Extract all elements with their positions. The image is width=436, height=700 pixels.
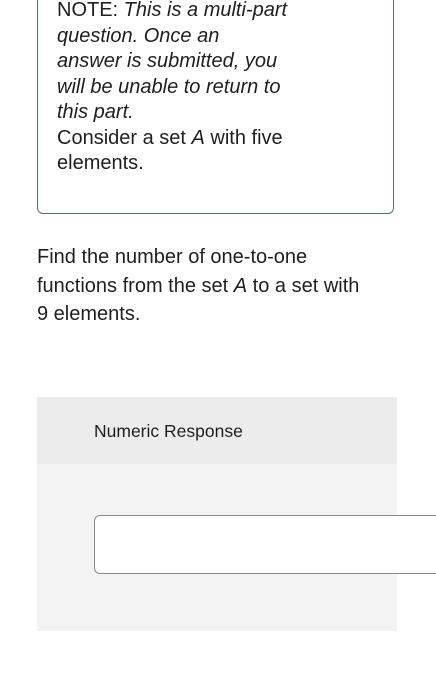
note-text: [57, 0, 387, 177]
set-variable: A: [191, 126, 205, 149]
question-line-3: 9 elements.: [37, 303, 141, 325]
note-line-3: answer is submitted, you: [57, 50, 278, 72]
question-set-variable: A: [233, 274, 248, 297]
note-line-2: question. Once an: [57, 24, 220, 47]
response-header: [37, 397, 397, 464]
set-sentence-line-1: [57, 126, 387, 152]
note-line-5: this part.: [57, 101, 134, 123]
response-panel: [37, 397, 397, 631]
question-line-2-start: functions from the set: [37, 274, 234, 297]
set-sentence-line-2: elements.: [57, 152, 144, 174]
question-line-1: Find the number of one-to-one: [37, 246, 308, 268]
numeric-response-input[interactable]: [94, 515, 436, 574]
response-label: Numeric Response: [94, 421, 243, 441]
note-prefix: NOTE:: [57, 0, 124, 21]
set-sentence-end: with five: [204, 126, 283, 149]
question-line-2-end: to a set with: [247, 274, 360, 297]
note-italic-1: This is a multi-part: [123, 0, 288, 21]
question-text: [37, 243, 407, 329]
note-line-1: [57, 0, 387, 24]
set-sentence-start: Consider a set: [57, 126, 192, 149]
question-line-2: [37, 272, 407, 301]
note-line-4: will be unable to return to: [57, 75, 281, 98]
